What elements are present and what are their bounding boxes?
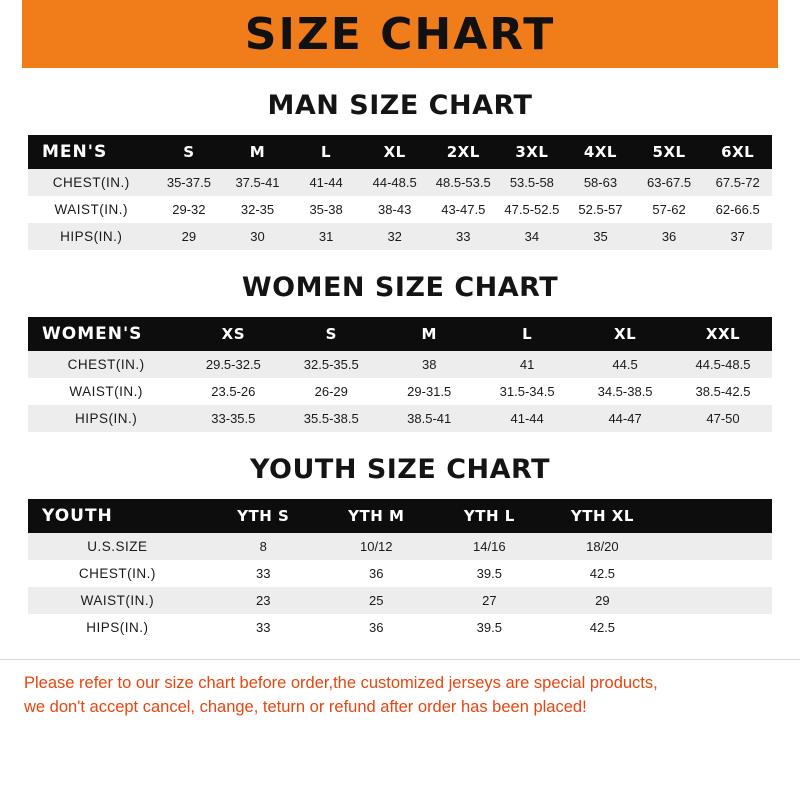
men-row-0-val-1: 37.5-41	[223, 169, 292, 196]
women-table-wrap	[0, 317, 800, 432]
youth-row-2-val-1: 25	[320, 587, 433, 614]
youth-row-0-val-4	[659, 533, 772, 560]
table-row	[28, 560, 772, 587]
men-row-1-val-6: 52.5-57	[566, 196, 635, 223]
table-row	[28, 533, 772, 560]
women-row-0-val-0: 29.5-32.5	[184, 351, 282, 378]
men-row-2-val-4: 33	[429, 223, 498, 250]
youth-row-1-val-3: 42.5	[546, 560, 659, 587]
youth-row-2-val-2: 27	[433, 587, 546, 614]
youth-row-3-val-0: 33	[207, 614, 320, 641]
women-row-2-val-3: 41-44	[478, 405, 576, 432]
men-row-1-val-3: 38-43	[360, 196, 429, 223]
women-row-2-label: HIPS(IN.)	[28, 405, 184, 432]
table-row	[28, 614, 772, 641]
men-lead-header: MEN'S	[28, 135, 155, 169]
youth-col-2: YTH L	[433, 499, 546, 533]
men-row-2-val-8: 37	[703, 223, 772, 250]
men-row-2-val-1: 30	[223, 223, 292, 250]
men-row-0-val-4: 48.5-53.5	[429, 169, 498, 196]
youth-lead-header: YOUTH	[28, 499, 207, 533]
youth-col-4	[659, 499, 772, 533]
men-size-table	[28, 135, 772, 250]
table-row	[28, 351, 772, 378]
women-col-1: S	[282, 317, 380, 351]
men-row-1-val-7: 57-62	[635, 196, 704, 223]
youth-row-1-val-1: 36	[320, 560, 433, 587]
section-title-youth: YOUTH SIZE CHART	[249, 454, 551, 485]
youth-row-1-label: CHEST(IN.)	[28, 560, 207, 587]
youth-row-3-label: HIPS(IN.)	[28, 614, 207, 641]
men-row-1-val-1: 32-35	[223, 196, 292, 223]
men-row-2-val-5: 34	[498, 223, 567, 250]
youth-row-2-val-0: 23	[207, 587, 320, 614]
women-col-3: L	[478, 317, 576, 351]
men-row-1-val-0: 29-32	[155, 196, 224, 223]
men-table-body	[28, 169, 772, 250]
men-row-2-val-7: 36	[635, 223, 704, 250]
men-row-0-val-5: 53.5-58	[498, 169, 567, 196]
women-row-2-val-4: 44-47	[576, 405, 674, 432]
youth-row-0-val-1: 10/12	[320, 533, 433, 560]
youth-table-body	[28, 533, 772, 641]
men-row-0-val-2: 41-44	[292, 169, 361, 196]
youth-row-3-val-3: 42.5	[546, 614, 659, 641]
women-row-1-val-5: 38.5-42.5	[674, 378, 772, 405]
men-row-1-label: WAIST(IN.)	[28, 196, 155, 223]
men-row-1-val-5: 47.5-52.5	[498, 196, 567, 223]
table-row	[28, 223, 772, 250]
youth-row-0-val-0: 8	[207, 533, 320, 560]
men-row-0-label: CHEST(IN.)	[28, 169, 155, 196]
men-col-1: M	[223, 135, 292, 169]
women-lead-header: WOMEN'S	[28, 317, 184, 351]
men-col-3: XL	[360, 135, 429, 169]
table-row	[28, 196, 772, 223]
men-col-5: 3XL	[498, 135, 567, 169]
men-row-1-val-8: 62-66.5	[703, 196, 772, 223]
men-col-4: 2XL	[429, 135, 498, 169]
women-row-1-val-2: 29-31.5	[380, 378, 478, 405]
women-row-1-val-4: 34.5-38.5	[576, 378, 674, 405]
women-col-5: XXL	[674, 317, 772, 351]
men-col-7: 5XL	[635, 135, 704, 169]
women-row-0-val-2: 38	[380, 351, 478, 378]
men-row-2-val-2: 31	[292, 223, 361, 250]
women-row-2-val-0: 33-35.5	[184, 405, 282, 432]
men-row-0-val-0: 35-37.5	[155, 169, 224, 196]
page-header	[0, 0, 800, 68]
women-row-1-label: WAIST(IN.)	[28, 378, 184, 405]
women-row-0-val-5: 44.5-48.5	[674, 351, 772, 378]
men-col-2: L	[292, 135, 361, 169]
table-header-row	[28, 317, 772, 351]
youth-row-3-val-1: 36	[320, 614, 433, 641]
women-col-0: XS	[184, 317, 282, 351]
women-row-2-val-1: 35.5-38.5	[282, 405, 380, 432]
men-col-8: 6XL	[703, 135, 772, 169]
women-row-0-val-4: 44.5	[576, 351, 674, 378]
youth-row-0-label: U.S.SIZE	[28, 533, 207, 560]
youth-col-1: YTH M	[320, 499, 433, 533]
women-row-1-val-1: 26-29	[282, 378, 380, 405]
men-row-2-val-3: 32	[360, 223, 429, 250]
men-row-0-val-7: 63-67.5	[635, 169, 704, 196]
section-title-men: MAN SIZE CHART	[267, 90, 533, 121]
youth-row-3-val-2: 39.5	[433, 614, 546, 641]
youth-col-3: YTH XL	[546, 499, 659, 533]
men-row-1-val-4: 43-47.5	[429, 196, 498, 223]
women-row-1-val-3: 31.5-34.5	[478, 378, 576, 405]
women-row-0-val-3: 41	[478, 351, 576, 378]
youth-col-0: YTH S	[207, 499, 320, 533]
men-table-wrap	[0, 135, 800, 250]
youth-table-wrap	[0, 499, 800, 641]
table-row	[28, 587, 772, 614]
table-header-row	[28, 135, 772, 169]
men-row-2-val-0: 29	[155, 223, 224, 250]
youth-row-1-val-2: 39.5	[433, 560, 546, 587]
youth-row-3-val-4	[659, 614, 772, 641]
men-row-2-val-6: 35	[566, 223, 635, 250]
women-col-4: XL	[576, 317, 674, 351]
men-row-0-val-3: 44-48.5	[360, 169, 429, 196]
women-row-2-val-2: 38.5-41	[380, 405, 478, 432]
policy-note-line-1: Please refer to our size chart before order,the customized jerseys are special products,	[24, 674, 658, 692]
men-col-6: 4XL	[566, 135, 635, 169]
women-row-2-val-5: 47-50	[674, 405, 772, 432]
women-size-table	[28, 317, 772, 432]
men-row-0-val-6: 58-63	[566, 169, 635, 196]
youth-row-2-label: WAIST(IN.)	[28, 587, 207, 614]
policy-note-line-2: we don't accept cancel, change, teturn or refund after order has been placed!	[24, 697, 587, 716]
page-title: SIZE CHART	[244, 8, 556, 60]
youth-table-head	[28, 499, 772, 533]
youth-row-1-val-4	[659, 560, 772, 587]
table-row	[28, 169, 772, 196]
table-header-row	[28, 499, 772, 533]
youth-row-2-val-4	[659, 587, 772, 614]
women-table-head	[28, 317, 772, 351]
men-table-head	[28, 135, 772, 169]
youth-size-table	[28, 499, 772, 641]
women-row-0-label: CHEST(IN.)	[28, 351, 184, 378]
youth-row-2-val-3: 29	[546, 587, 659, 614]
men-row-1-val-2: 35-38	[292, 196, 361, 223]
policy-note	[0, 659, 800, 720]
table-row	[28, 405, 772, 432]
section-title-women: WOMEN SIZE CHART	[241, 272, 559, 303]
men-row-2-label: HIPS(IN.)	[28, 223, 155, 250]
men-row-0-val-8: 67.5-72	[703, 169, 772, 196]
youth-row-1-val-0: 33	[207, 560, 320, 587]
table-row	[28, 378, 772, 405]
women-col-2: M	[380, 317, 478, 351]
women-table-body	[28, 351, 772, 432]
youth-row-0-val-2: 14/16	[433, 533, 546, 560]
youth-row-0-val-3: 18/20	[546, 533, 659, 560]
women-row-1-val-0: 23.5-26	[184, 378, 282, 405]
women-row-0-val-1: 32.5-35.5	[282, 351, 380, 378]
men-col-0: S	[155, 135, 224, 169]
